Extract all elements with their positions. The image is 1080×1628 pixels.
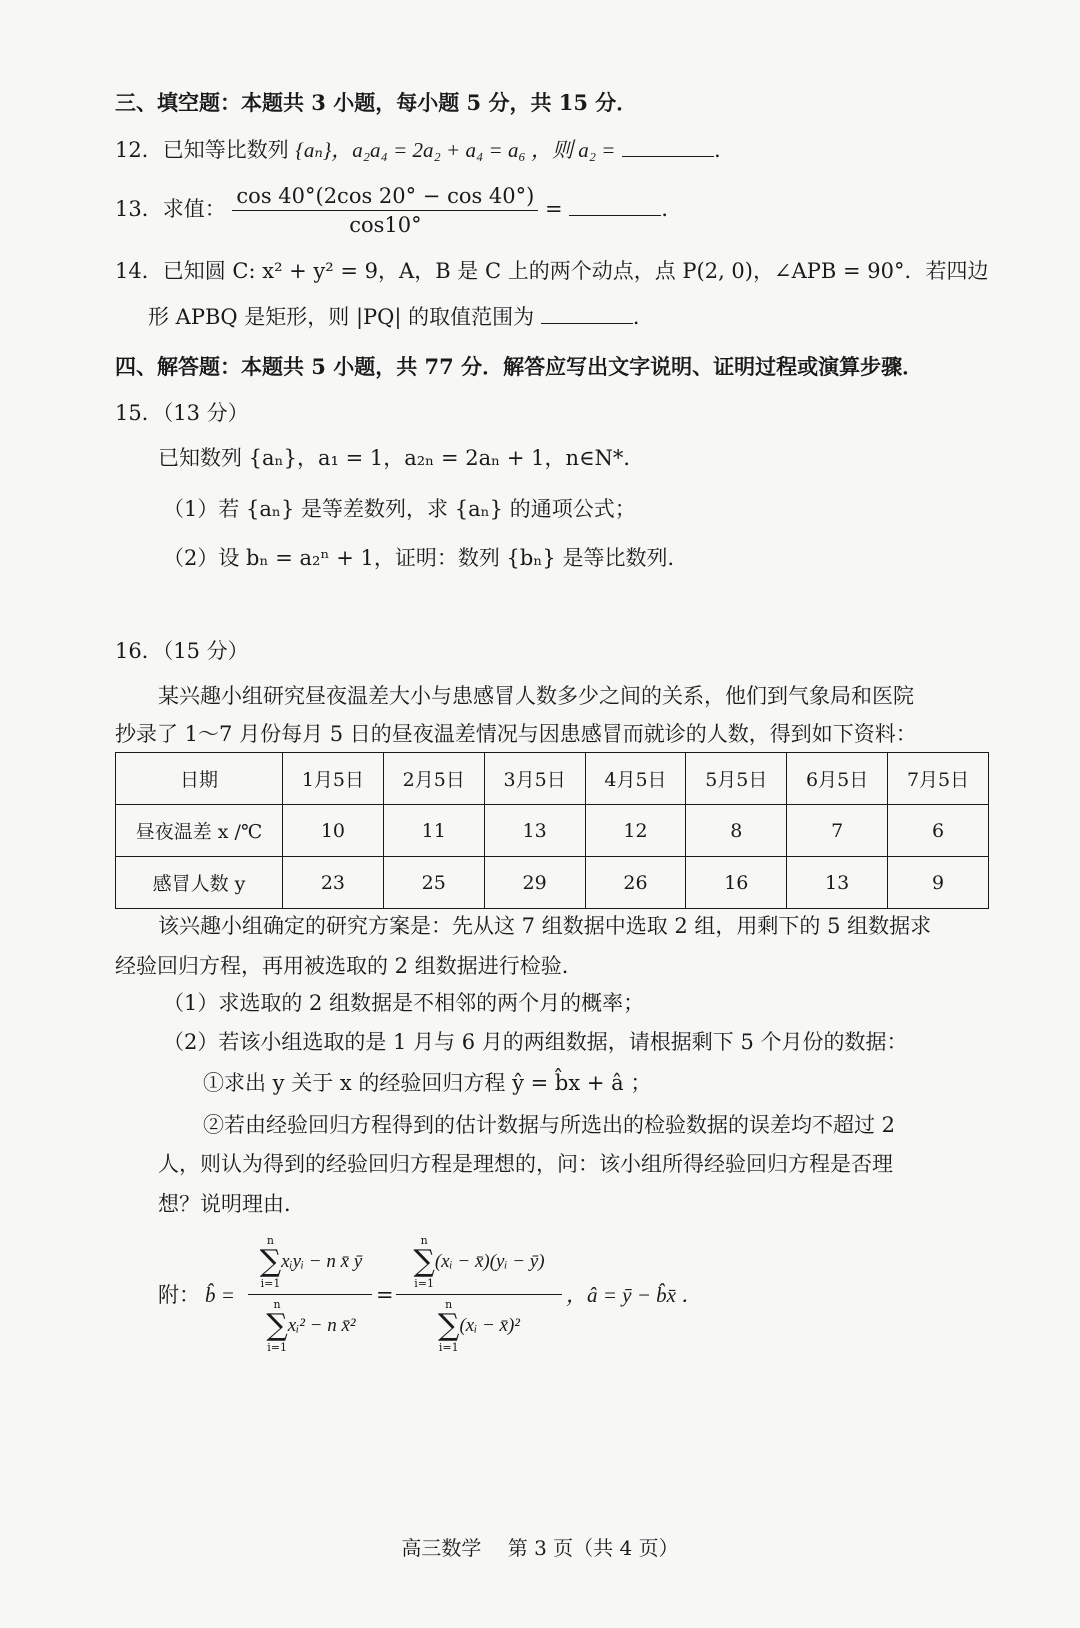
q12-number: 12． — [115, 138, 163, 162]
q13-end: ． — [661, 197, 683, 221]
fraction-1-denominator — [250, 1298, 372, 1354]
q13-numerator: cos 40°(2cos 20° − cos 40°) — [232, 182, 538, 211]
q16-sub2-line3: 想？说明理由． — [158, 1192, 305, 1216]
q16-intro-line2: 抄录了 1～7 月份每月 5 日的昼夜温差情况与因患感冒而就诊的人数，得到如下资料： — [115, 722, 917, 746]
equals-sign: = — [376, 1283, 394, 1307]
denominator-1: xᵢ² − n x̄² — [287, 1315, 356, 1336]
table-cell: 29 — [484, 857, 585, 909]
table-cell: 昼夜温差 x /℃ — [116, 805, 283, 857]
sum-symbol: ∑ — [413, 1244, 435, 1279]
table-cell: 25 — [383, 857, 484, 909]
q12-sequence: {aₙ} — [295, 138, 332, 162]
q16-part1: （1）求选取的 2 组数据是不相邻的两个月的概率； — [163, 991, 645, 1015]
table-cell: 3月5日 — [484, 753, 585, 805]
q15-part1: （1）若 {aₙ} 是等差数列，求 {aₙ} 的通项公式； — [163, 497, 636, 521]
sum-symbol: ∑ — [259, 1244, 282, 1279]
q13-answer-blank[interactable] — [569, 197, 661, 216]
sum-symbol: ∑ — [438, 1308, 460, 1343]
table-cell: 日期 — [116, 753, 283, 805]
table-cell: 7月5日 — [888, 753, 989, 805]
question-13 — [115, 180, 682, 239]
table-cell: 6 — [888, 805, 989, 857]
q16-plan-line1: 该兴趣小组确定的研究方案是：先从这 7 组数据中选取 2 组，用剩下的 5 组数据求 — [158, 914, 932, 938]
table-cell: 26 — [585, 857, 686, 909]
q13-number: 13． — [115, 197, 163, 221]
sum-lower-limit: i=1 — [260, 1277, 281, 1290]
sum-upper-limit: n — [273, 1298, 281, 1311]
fraction-2-denominator — [396, 1298, 562, 1354]
table-cell: 10 — [283, 805, 384, 857]
q12-answer-blank[interactable] — [622, 138, 714, 157]
table-cell: 11 — [383, 805, 484, 857]
sum-lower-limit: i=1 — [438, 1341, 459, 1354]
table-row-cold-count — [116, 857, 989, 909]
q13-equals: = — [545, 197, 563, 221]
q13-fraction — [232, 182, 538, 239]
q13-denominator: cos10° — [349, 213, 422, 237]
question-14-line1 — [115, 256, 988, 286]
table-cell: 16 — [686, 857, 787, 909]
table-cell: 13 — [787, 857, 888, 909]
q16-sub1: ①求出 y 关于 x 的经验回归方程 ŷ = b̂x + â ； — [203, 1071, 652, 1095]
sum-upper-limit: n — [445, 1298, 453, 1311]
q12-condition: ，a₂a₄ = 2a₂ + a₄ = a₆ ，则 a₂ = — [331, 138, 616, 162]
table-cell: 9 — [888, 857, 989, 909]
question-14-line2 — [148, 302, 654, 332]
page-footer: 高三数学 第 3 页（共 4 页） — [401, 1536, 679, 1560]
q13-text: 求值： — [162, 197, 226, 221]
q15-number: 15．（13 分） — [115, 401, 249, 425]
table-cell: 感冒人数 y — [116, 857, 283, 909]
table-cell: 5月5日 — [686, 753, 787, 805]
formula-b-hat: b̂ = — [205, 1283, 235, 1307]
q14-line2: 形 APBQ 是矩形，则 |PQ| 的取值范围为 — [148, 305, 535, 329]
numerator-1: xᵢyᵢ − n x̄ ȳ — [281, 1251, 363, 1272]
table-cell: 13 — [484, 805, 585, 857]
q16-sub2-line2: 人，则认为得到的经验回归方程是理想的，问：该小组所得经验回归方程是否理 — [158, 1152, 893, 1176]
data-table — [115, 752, 989, 909]
q14-number: 14． — [115, 259, 163, 283]
sum-upper-limit: n — [266, 1234, 274, 1247]
q15-part2: （2）设 bₙ = a₂ⁿ + 1，证明：数列 {bₙ} 是等比数列． — [163, 546, 689, 570]
appendix-label: 附： — [158, 1283, 200, 1307]
table-cell: 23 — [283, 857, 384, 909]
table-header-row — [116, 753, 989, 805]
section-3-title: 三、填空题：本题共 3 小题，每小题 5 分，共 15 分． — [115, 90, 638, 115]
q16-plan-line2: 经验回归方程，再用被选取的 2 组数据进行检验． — [115, 954, 583, 978]
q16-intro-line1: 某兴趣小组研究昼夜温差大小与患感冒人数多少之间的关系，他们到气象局和医院 — [158, 684, 914, 708]
table-cell: 12 — [585, 805, 686, 857]
fraction-2-bar — [396, 1294, 562, 1295]
q16-number: 16．（15 分） — [115, 639, 249, 663]
fraction-1-bar — [248, 1294, 372, 1295]
q14-end: ． — [632, 305, 654, 329]
table-cell: 1月5日 — [283, 753, 384, 805]
q14-line1: 已知圆 C: x² + y² = 9，A，B 是 C 上的两个动点，点 P(2, 0)，∠APB = 90°．若四边 — [162, 259, 989, 283]
section-4-title: 四、解答题：本题共 5 小题，共 77 分．解答应写出文字说明、证明过程或演算步骤． — [115, 354, 924, 379]
denominator-2: (xᵢ − x̄)² — [459, 1315, 520, 1336]
table-cell: 8 — [686, 805, 787, 857]
q16-sub2-line1: ②若由经验回归方程得到的估计数据与所选出的检验数据的误差均不超过 2 — [203, 1113, 896, 1137]
fraction-1-numerator — [250, 1234, 372, 1290]
table-cell: 2月5日 — [383, 753, 484, 805]
q15-given: 已知数列 {aₙ}，a₁ = 1，a₂ₙ = 2aₙ + 1，n∈N*． — [158, 446, 645, 470]
q14-answer-blank[interactable] — [541, 305, 633, 324]
q12-end: ． — [714, 138, 736, 162]
table-cell: 6月5日 — [787, 753, 888, 805]
sum-lower-limit: i=1 — [267, 1341, 287, 1354]
sum-upper-limit: n — [420, 1234, 428, 1247]
fraction-2-numerator — [396, 1234, 562, 1290]
sum-lower-limit: i=1 — [414, 1277, 435, 1290]
table-cell: 4月5日 — [585, 753, 686, 805]
numerator-2: (xᵢ − x̄)(yᵢ − ȳ) — [434, 1251, 545, 1272]
q16-part2: （2）若该小组选取的是 1 月与 6 月的两组数据，请根据剩下 5 个月份的数据： — [163, 1030, 908, 1054]
table-row-temperature — [116, 805, 989, 857]
table-cell: 7 — [787, 805, 888, 857]
question-12 — [115, 135, 735, 165]
sum-symbol: ∑ — [266, 1308, 288, 1343]
formula-a-hat: ，â = ȳ − b̂x̄ ． — [566, 1283, 703, 1307]
q12-text: 已知等比数列 — [162, 138, 289, 162]
